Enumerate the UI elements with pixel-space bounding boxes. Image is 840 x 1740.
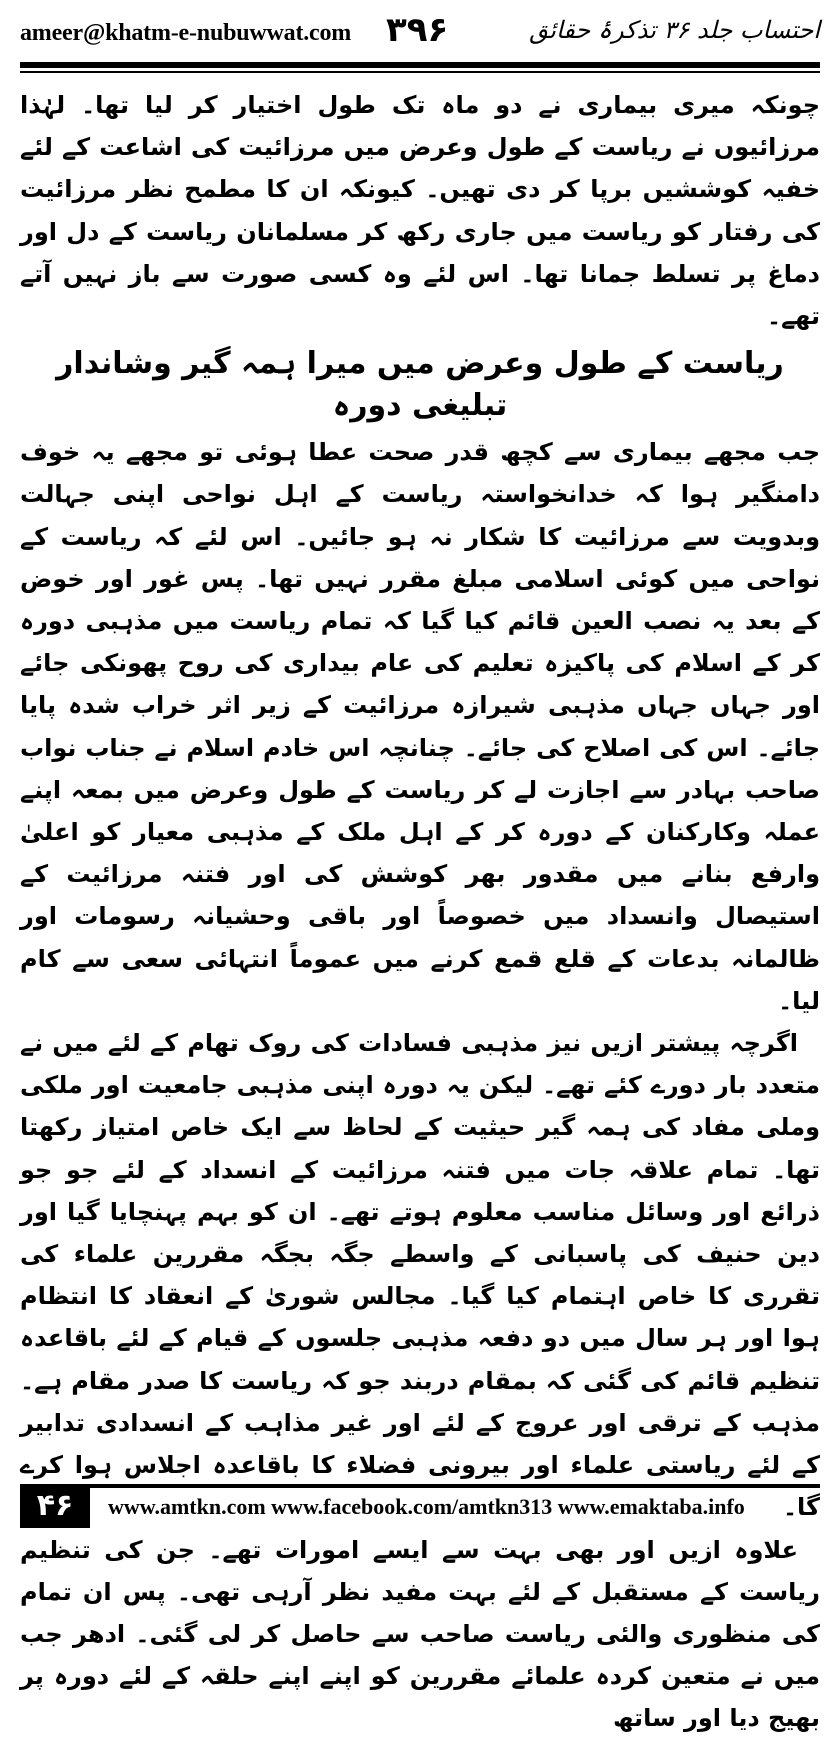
header-divider-thin [20,71,820,73]
footer-divider [90,1484,820,1488]
header-divider-thick [20,62,820,68]
header-email: ameer@khatm-e-nubuwwat.com [20,20,352,46]
paragraph-2: جب مجھے بیماری سے کچھ قدر صحت عطا ہوئی تو مجھے یہ خوف دامنگیر ہوا کہ خدانخواستہ ریاست کے اہل نواحی اپنی جہالت وبدویت سے مرزائیت کا شکار نہ ہو جائیں۔ اس لئے کہ ریاست کے نواحی میں کوئی اسلامی مبلغ مقرر نہیں تھا۔ پس غور اور خوض کے بعد یہ نصب العین قائم کیا گیا کہ تمام ریاست میں مذہبی دورہ کر کے اسلام کی پاکیزہ تعلیم کی عام بیداری کی روح پھونکی جائے اور جہاں جہاں مذہبی شیرازہ مرزائیت کے زیر اثر خراب شدہ پایا جائے۔ اس کی اصلاح کی جائے۔ چنانچہ اس خادم اسلام نے جناب نواب صاحب بہادر سے اجازت لے کر ریاست کے طول وعرض میں بمعہ اپنے عملہ وکارکنان کے دورہ کر کے اہل ملک کے مذہبی معیار کو اعلیٰ وارفع بنانے میں مقدور بھر کوشش کی اور فتنہ مرزائیت کے استیصال وانسداد میں خصوصاً اور باقی وحشیانہ رسومات اور ظالمانہ بدعات کے قلع قمع کرنے میں عموماً انتہائی سعی سے کام لیا۔ [20,438,820,1015]
footer-page-number: ۴۶ [20,1484,90,1528]
header-book-title: احتساب جلد ۳۶ تذکرۂ حقائق [529,16,820,44]
page-header [20,8,820,56]
paragraph-3: اگرچہ پیشتر ازیں نیز مذہبی فسادات کی روک تھام کے لئے میں نے متعدد بار دورے کئے تھے۔ لیکن یہ دورہ اپنی مذہبی جامعیت اور ملکی وملی مفاد کی ہمہ گیر حیثیت کے لحاظ سے ایک خاص امتیاز رکھتا تھا۔ تمام علاقہ جات میں فتنہ مرزائیت کے انسداد کے لئے جو جو ذرائع اور وسائل مناسب معلوم ہوتے تھے۔ ان کو بہم پہنچایا گیا اور دین حنیف کی پاسبانی کے واسطے جگہ بجگہ مقررین علماء کی تقرری کا خاص اہتمام کیا گیا۔ مجالس شوریٰ کے انعقاد کا انتظام ہوا اور ہر سال میں دو دفعہ مذہبی جلسوں کے قیام کے لئے باقاعدہ تنظیم قائم کی گئی کہ بمقام دربند جو کہ ریاست کا صدر مقام ہے۔ مذہب کے ترقی اور عروج کے لئے اور غیر مذاہب کے انسدادی تدابیر کے لئے ریاستی علماء اور بیرونی فضلاء کا باقاعدہ اجلاس ہوا کرے گا۔ [20,1029,820,1522]
paragraph-1: چونکہ میری بیماری نے دو ماہ تک طول اختیار کر لیا تھا۔ لہٰذا مرزائیوں نے ریاست کے طول وعرض میں مرزائیت کی اشاعت کے لئے خفیہ کوششیں برپا کر دی تھیں۔ کیونکہ ان کا مطمح نظر مرزائیت کی رفتار کو ریاست میں جاری رکھ کر مسلمانان ریاست کے دل اور دماغ پر تسلط جمانا تھا۔ اس لئے وہ کسی صورت سے باز نہیں آتے تھے۔ [20,91,820,331]
paragraph-4: علاوہ ازیں اور بھی بہت سے ایسے امورات تھے۔ جن کی تنظیم ریاست کے مستقبل کے لئے بہت مفید نظر آرہی تھی۔ پس ان تمام کی منظوری والئی ریاست صاحب سے حاصل کر لی گئی۔ ادھر جب میں نے متعین کردہ علمائے مقررین کو اپنے اپنے حلقہ کے لئے دورہ پر بھیج دیا اور ساتھ [20,1535,820,1733]
footer-urls: www.amtkn.com www.facebook.com/amtkn313 www.emaktaba.info [108,1494,745,1519]
section-heading: ریاست کے طول وعرض میں میرا ہمہ گیر وشاندار تبلیغی دورہ [56,346,784,424]
page-footer [20,1484,820,1530]
header-page-number: ۳۹۶ [386,10,449,50]
